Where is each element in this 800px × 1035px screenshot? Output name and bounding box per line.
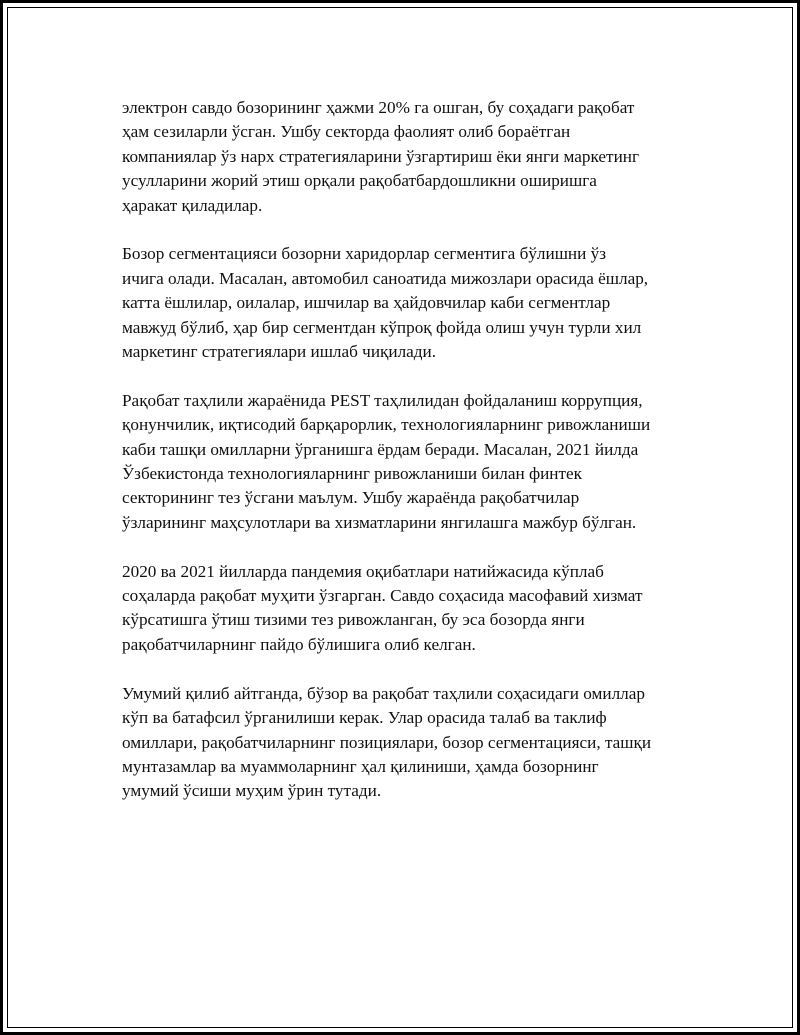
text-line: мавжуд бўлиб, ҳар бир сегментдан кўпроқ фойда олиш учун турли хил [122,317,642,337]
text-line: электрон савдо бозорининг ҳажми 20% га ошган, бу соҳадаги рақобат [122,98,635,117]
text-line: Рақобат таҳлили жараёнида PEST таҳлилидан фойдаланиш коррупция, [122,390,643,410]
text-line: катта ёшлилар, оилалар, ишчилар ва ҳайдовчилар каби сегментлар [122,293,611,313]
text-line: рақобатчиларнинг пайдо бўлишига олиб келган. [122,634,476,654]
text-line: ичига олади. Масалан, автомобил саноатида мижозлари орасида ёшлар, [122,268,649,288]
text-line: Ўзбекистонда технологияларнинг ривожланиши билан финтек [122,464,582,484]
text-line: компаниялар ўз нарх стратегияларини ўзгартириш ёки янги маркетинг [122,146,640,166]
text-line: кўп ва батафсил ўрганилиши керак. Улар орасида талаб ва таклиф [122,708,607,728]
text-line: кўрсатишга ўтиш тизими тез ривожланган, бу эса бозорда янги [122,610,585,630]
paragraph-5 [122,682,702,804]
text-line: соҳаларда рақобат муҳити ўзгарган. Савдо соҳасида масофавий хизмат [122,586,643,606]
text-line: маркетинг стратегиялари ишлаб чиқилади. [122,342,437,362]
text-line: Умумий қилиб айтганда, бўзор ва рақобат таҳлили соҳасидаги омиллар [122,683,645,703]
text-line: омиллари, рақобатчиларнинг позициялари, бозор сегментацияси, ташқи [122,732,652,752]
text-line: секторининг тез ўсгани маълум. Ушбу жараёнда рақобатчилар [122,488,580,508]
text-line: Бозор сегментацияси бозорни харидорлар сегментига бўлишни ўз [122,244,607,264]
paragraph-4 [122,560,702,658]
text-line: ҳаракат қиладилар. [122,195,263,215]
paragraph-1 [122,96,702,218]
paragraph-2 [122,242,702,364]
text-line: ҳам сезиларли ўсган. Ушбу секторда фаолият олиб бораётган [122,122,571,142]
text-line: умумий ўсиши муҳим ўрин тутади. [122,781,382,801]
document-body [122,96,702,828]
text-line: қонунчилик, иқтисодий барқарорлик, технологияларнинг ривожланиши [122,415,651,435]
text-line: усулларини жорий этиш орқали рақобатбардошликни оширишга [122,171,597,191]
text-line: ўзларининг маҳсулотлари ва хизматларини янгилашга мажбур бўлган. [122,512,637,532]
text-line: 2020 ва 2021 йилларда пандемия оқибатлари натийжасида кўплаб [122,561,604,581]
text-line: каби ташқи омилларни ўрганишга ёрдам беради. Масалан, 2021 йилда [122,439,639,459]
paragraph-3 [122,389,702,535]
text-line: мунтазамлар ва муаммоларнинг ҳал қилиниши, ҳамда бозорнинг [122,756,599,776]
